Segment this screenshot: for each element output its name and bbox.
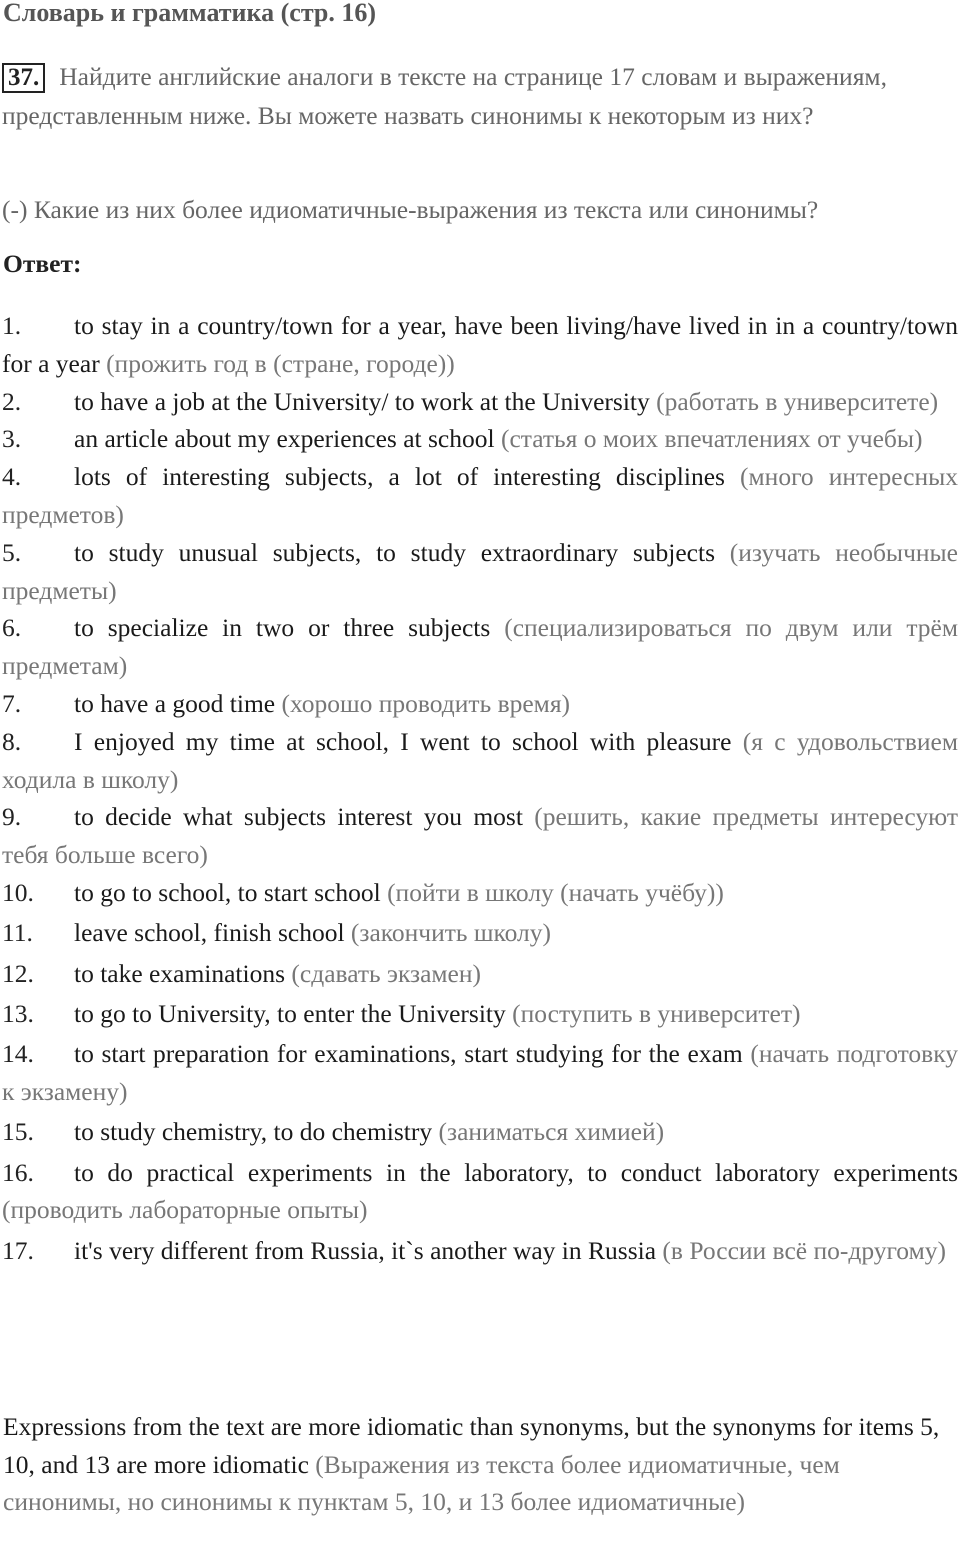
list-item — [2, 798, 958, 874]
list-item — [2, 995, 958, 1033]
item-russian: (проводить лабораторные опыты) — [2, 1195, 368, 1225]
item-english: leave school, finish school — [74, 918, 345, 948]
page-title: Словарь и грамматика (стр. 16) — [3, 0, 377, 27]
summary-paragraph — [3, 1408, 959, 1521]
item-russian: (я с удовольствием ходила в школу) — [2, 726, 958, 794]
answer-label: Ответ: — [3, 249, 82, 278]
item-english: I enjoyed my time at school, I went to school with pleasure — [74, 726, 732, 756]
item-number: 9. — [2, 802, 22, 832]
item-russian: (работать в университете) — [656, 386, 939, 416]
item-english: to study unusual subjects, to study extraordinary subjects — [74, 537, 715, 567]
list-item — [2, 383, 958, 421]
item-russian: (изучать необычные предметы) — [2, 537, 958, 605]
item-number: 17. — [2, 1235, 34, 1265]
item-english: to decide what subjects interest you most — [74, 802, 523, 832]
list-item — [2, 955, 958, 993]
list-item — [2, 874, 958, 912]
item-russian: (сдавать экзамен) — [291, 958, 482, 988]
item-russian: (прожить год в (стране, городе)) — [106, 348, 455, 378]
item-russian: (специализироваться по двум или трём предметам) — [2, 613, 959, 681]
list-item — [2, 307, 958, 383]
item-number: 4. — [2, 462, 22, 492]
item-russian: (статья о моих впечатлениях от учебы) — [500, 424, 923, 454]
item-english: lots of interesting subjects, a lot of interesting disciplines — [74, 462, 725, 492]
list-item — [2, 458, 958, 534]
item-number: 15. — [2, 1117, 34, 1147]
item-number: 12. — [2, 958, 34, 988]
item-russian: (пойти в школу (начать учёбу)) — [387, 877, 724, 907]
list-item — [2, 1232, 958, 1270]
item-english: an article about my experiences at school — [74, 424, 495, 454]
item-number: 11. — [2, 918, 33, 948]
item-number: 10. — [2, 877, 34, 907]
list-item — [2, 1154, 958, 1230]
item-english: to go to school, to start school — [74, 877, 381, 907]
item-english: to start preparation for examinations, start studying for the exam — [74, 1039, 743, 1069]
item-russian: (начать подготовку к экзамену) — [2, 1039, 958, 1106]
task-text: Найдите английские аналоги в тексте на странице 17 словам и выражениям, представленным ниже. Вы можете назвать синонимы к некоторым из них? — [2, 62, 887, 130]
item-russian: (в России всё по-другому) — [662, 1235, 946, 1265]
item-number: 6. — [2, 613, 22, 643]
answer-list — [2, 307, 958, 1272]
item-english: to take examinations — [74, 958, 286, 988]
list-item — [2, 420, 958, 458]
item-english: to study chemistry, to do chemistry — [74, 1117, 433, 1147]
item-number: 2. — [2, 386, 22, 416]
item-number: 1. — [2, 311, 22, 340]
item-russian: (решить, какие предметы интересуют тебя больше всего) — [2, 802, 959, 870]
list-item — [2, 723, 958, 799]
list-item — [2, 1035, 958, 1111]
list-item — [2, 685, 958, 723]
item-english: to have a job at the University/ to work at the University — [74, 386, 650, 416]
list-item — [2, 914, 958, 952]
task-number: 37. — [2, 63, 45, 93]
item-number: 13. — [2, 998, 34, 1028]
item-english: to do practical experiments in the laboratory, to conduct laboratory experiments — [74, 1157, 958, 1187]
list-item — [2, 534, 958, 610]
item-number: 8. — [2, 726, 22, 756]
task-subquestion: (-) Какие из них более идиоматичные-выражения из текста или синонимы? — [2, 195, 819, 224]
task-block — [2, 58, 958, 135]
item-number: 16. — [2, 1157, 34, 1187]
item-number: 3. — [2, 424, 22, 454]
item-number: 7. — [2, 688, 22, 718]
list-item — [2, 1113, 958, 1151]
item-russian: (много интересных предметов) — [2, 462, 959, 529]
item-number: 5. — [2, 537, 22, 567]
summary-english: Expressions from the text are more idiomatic than synonyms, but the synonyms for items 5, 10, and 13 are more idiomatic — [3, 1412, 940, 1479]
summary-russian: (Выражения из текста более идиоматичные, чем синонимы, но синонимы к пунктам 5, 10, и 13 более идиоматичные) — [3, 1449, 840, 1516]
item-russian: (хорошо проводить время) — [281, 688, 571, 718]
item-english: to stay in a country/town for a year, have been living/have lived in in a country/town for a year — [2, 311, 958, 378]
item-english: to go to University, to enter the University — [74, 998, 506, 1028]
item-russian: (поступить в университет) — [512, 998, 801, 1028]
item-english: to specialize in two or three subjects — [74, 613, 491, 643]
item-english: to have a good time — [74, 688, 276, 718]
item-number: 14. — [2, 1039, 34, 1069]
list-item — [2, 609, 958, 685]
item-russian: (заниматься химией) — [438, 1117, 665, 1147]
item-english: it's very different from Russia, it`s another way in Russia — [74, 1235, 657, 1265]
item-russian: (закончить школу) — [350, 918, 552, 948]
